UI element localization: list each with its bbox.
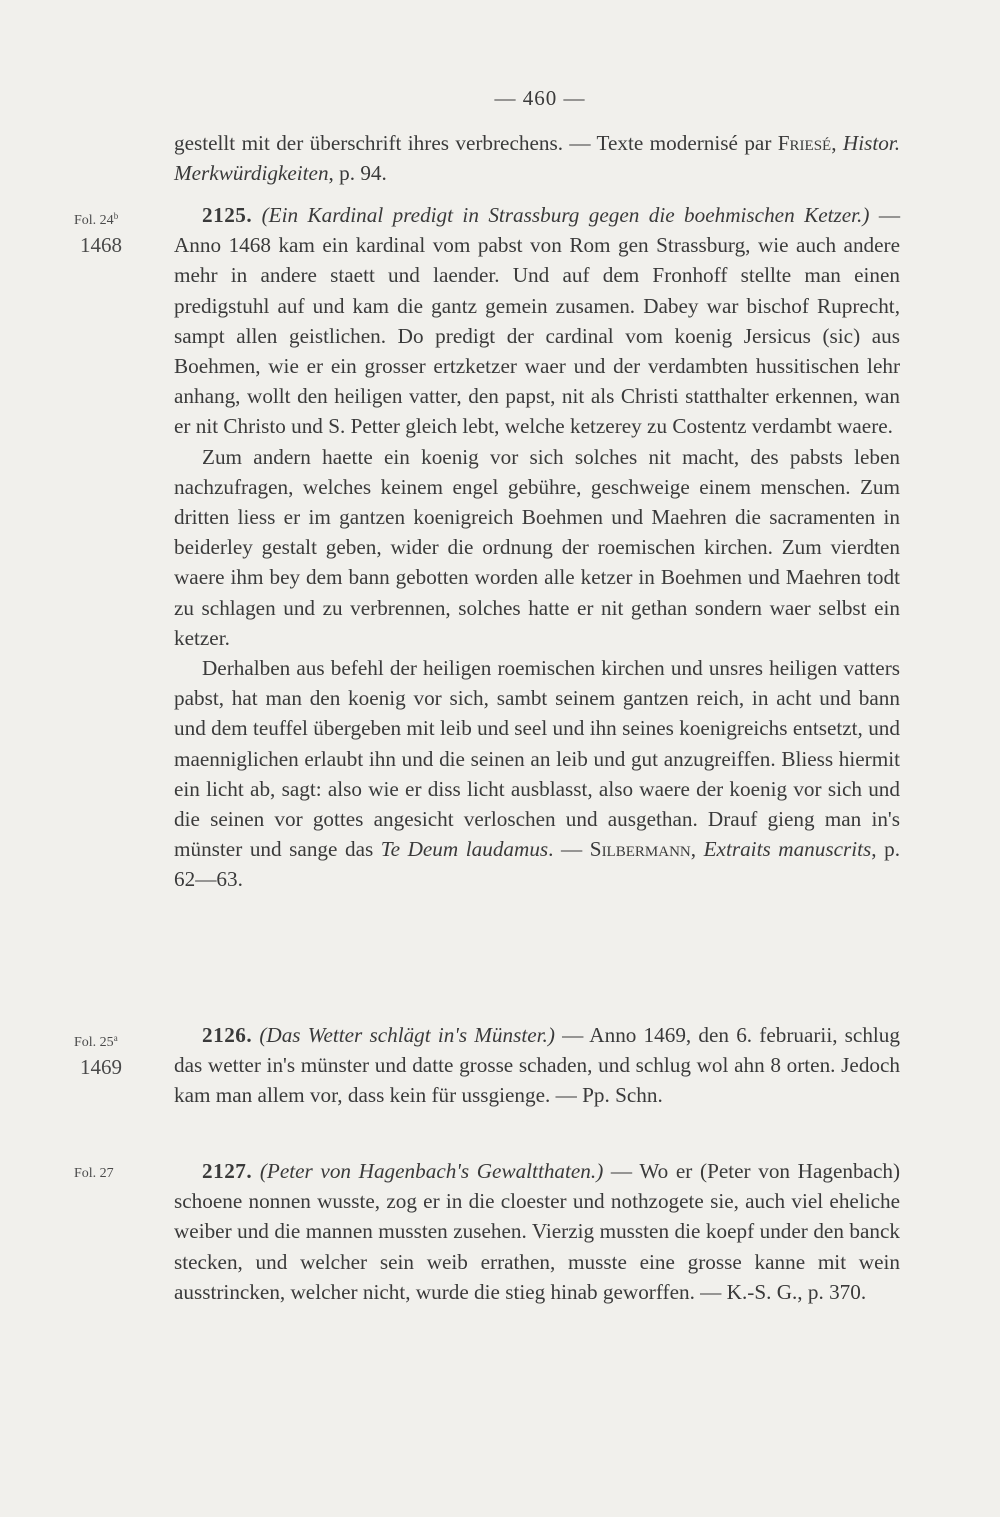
- margin-year: 1468: [80, 233, 122, 257]
- continuation-text: gestellt mit der überschrift ihres verbrechens. — Texte modernisé par: [174, 131, 778, 155]
- entry-number: 2125.: [202, 203, 253, 227]
- entry-text: — Wo er (Peter von Hagenbach) schoene nonnen wusste, zog er in die cloester und nothzogete sie, auch viel eheliche weiber und die mannen mussten zusehen. Vierzig mussten die koepf under den banck stecken, und welcher sein weib errathen, musste eine grosse kanne mit wein ausstrincken, welcher nicht, wurde die stieg hinab geworffen. — K.-S. G., p. 370.: [174, 1159, 901, 1304]
- margin-note-2126: [74, 1028, 154, 1081]
- continuation-paragraph: [174, 128, 900, 188]
- folio-label: Fol. 25: [74, 1035, 114, 1050]
- entry-2126: [174, 1020, 900, 1111]
- folio-ref: Fol. 27: [74, 1166, 114, 1181]
- entry-text: — Anno 1468 kam ein kardinal vom pabst von Rom gen Strassburg, wie auch andere mehr in andere staett und laender. Und auf dem Fronhoff stellte man einen predigstuhl auf und kam die gantz gemein zusamen. Dabey war bischof Ruprecht, sampt allen geistlichen. Do predigt der cardinal vom koenig Jersicus (sic) aus Boehmen, wie er ein grosser ertzketzer waer und der verdambten hussitischen lehr anhang, wollt den heiligen vatter, den papst, nit als Christi statthalter erkennen, wan er nit Christo und S. Petter gleich lebt, welche ketzerey zu Costentz verdambt waere.: [174, 203, 900, 439]
- page-ref: , p. 94.: [328, 161, 387, 186]
- entry-2125: [174, 200, 900, 895]
- work-title: Extraits manuscrits: [703, 837, 872, 862]
- separator: ,: [831, 131, 843, 155]
- author-name: Silbermann: [589, 837, 691, 862]
- folio-ref: [74, 1028, 154, 1053]
- entry-number: 2127.: [202, 1159, 253, 1183]
- separator: ,: [690, 837, 704, 862]
- hymn-title: Te Deum laudamus: [380, 837, 549, 862]
- author-name: Friesé: [777, 131, 832, 155]
- folio-label: Fol. 24: [74, 213, 114, 228]
- folio-side: a: [113, 1033, 118, 1043]
- entry-title: (Peter von Hagenbach's Gewaltthaten.): [259, 1159, 604, 1183]
- work-title: Histor. Merkwürdigkeiten: [174, 131, 900, 186]
- separator: . —: [548, 837, 590, 862]
- entry-paragraph-last: [174, 653, 900, 895]
- entry-title: (Das Wetter schlägt in's Münster.): [259, 1023, 555, 1047]
- margin-year: 1469: [80, 1055, 122, 1079]
- margin-note-2125: [74, 206, 154, 259]
- folio-side: b: [113, 211, 119, 221]
- margin-note-2127: [74, 1164, 154, 1184]
- entry-paragraph: Zum andern haette ein koenig vor sich solches nit macht, des pabsts leben nachzufragen, welches keinem engel gebühre, geschweige einem menschen. Zum dritten liess er im gantzen koenigreich Boehmen und Maehren die sacramenten in beiderley gestalt geben, wider die ordnung der roemischen kirchen. Zum vierdten waere ihm bey dem bann gebotten worden alle ketzer in Boehmen und Maehren todt zu schlagen und zu verbrennen, solches hatte er nit gethan sondern waer selbst ein ketzer.: [174, 444, 900, 650]
- entry-title: (Ein Kardinal predigt in Strassburg gegen die boehmischen Ketzer.): [261, 203, 870, 227]
- entry-number: 2126.: [202, 1023, 253, 1047]
- page-ref: , p. 62—63.: [174, 837, 901, 892]
- page-number: — 460 —: [494, 86, 586, 110]
- entry-text: — Anno 1469, den 6. februarii, schlug das wetter in's münster und datte grosse schaden, und schlug wol ahn 8 orten. Jedoch kam man allem vor, dass kein für ussgienge. — Pp. Schn.: [174, 1023, 900, 1108]
- entry-text: Derhalben aus befehl der heiligen roemischen kirchen und unsres heiligen vatters pabst, hat man den koenig vor sich, sambt seinem gantzen reich, in acht und bann und dem teuffel übergeben mit leib und seel und ihn seines koenigreichs entsetzt, und maenniglichen erlaubt ihn und die seinen an leib und gut anzugreiffen. Bliess hiermit ein licht ab, sagt: also wie er diss licht ausblasst, also waere der koenig vor sich und die seinen vor gottes angesicht verloschen und ausgethan. Drauf gieng man in's münster und sange das: [174, 656, 900, 862]
- entry-2127: [174, 1156, 900, 1307]
- folio-ref: [74, 206, 154, 231]
